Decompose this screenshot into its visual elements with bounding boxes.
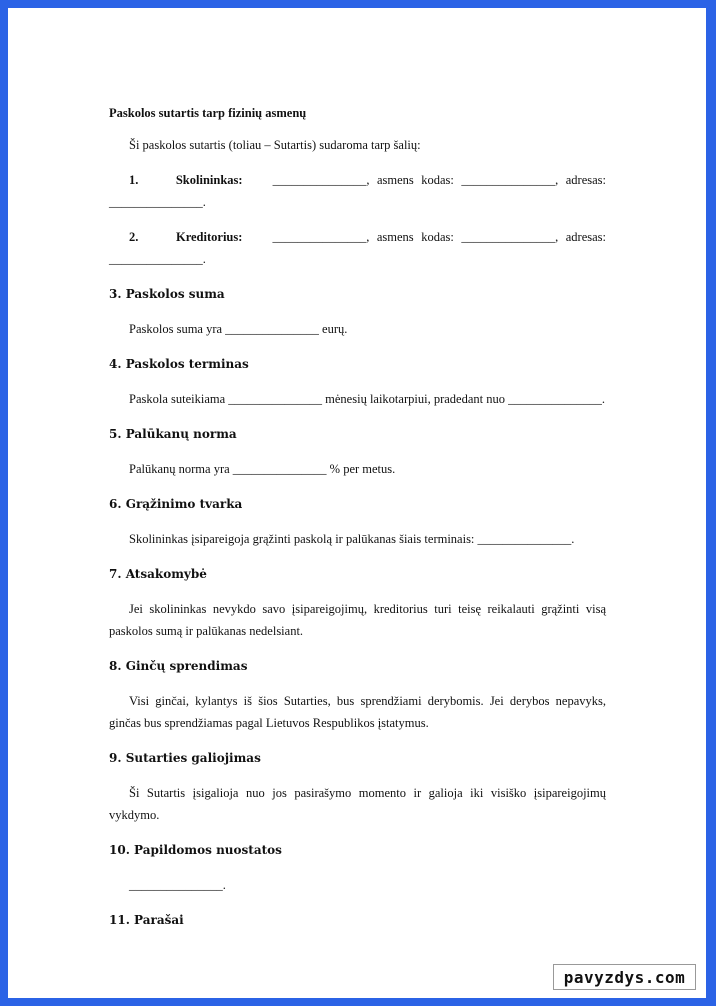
section-text: Paskolos suma yra _______________ eurų.	[129, 322, 348, 336]
party-text: _______________, asmens kodas: _______________, adresas: _______________.	[109, 230, 606, 266]
section-5	[109, 423, 606, 480]
party-lender	[109, 226, 606, 270]
party-borrower	[109, 169, 606, 213]
section-heading: 7. Atsakomybė	[109, 567, 207, 581]
section-8	[109, 655, 606, 734]
party-number: 1.	[129, 173, 139, 187]
document-title: Paskolos sutartis tarp fizinių asmenų	[109, 106, 307, 120]
watermark-logo: pavyzdys.com	[553, 964, 696, 990]
section-text: Jei skolininkas nevykdo savo įsipareigojimų, kreditorius turi teisę reikalauti grąžinti visą paskolos sumą ir palūkanas nedelsiant.	[109, 602, 606, 638]
section-heading: 11. Parašai	[109, 913, 184, 927]
section-text: Visi ginčai, kylantys iš šios Sutarties, bus sprendžiami derybomis. Jei derybos nepavyks, ginčas bus sprendžiamas pagal Lietuvos Respublikos įstatymus.	[109, 694, 606, 730]
section-text: Paskola suteikiama _______________ mėnesių laikotarpiui, pradedant nuo _______________.	[129, 392, 605, 406]
section-10	[109, 839, 606, 896]
section-7	[109, 563, 606, 642]
party-text: _______________, asmens kodas: _______________, adresas: _______________.	[109, 173, 607, 209]
section-heading: 3. Paskolos suma	[109, 287, 225, 301]
section-heading: 9. Sutarties galiojimas	[109, 751, 261, 765]
section-6	[109, 493, 606, 550]
section-text: Palūkanų norma yra _______________ % per metus.	[129, 462, 396, 476]
section-text: Ši Sutartis įsigalioja nuo jos pasirašymo momento ir galioja iki visiško įsipareigojimų vykdymo.	[109, 786, 606, 822]
intro-paragraph: Ši paskolos sutartis (toliau – Sutartis) sudaroma tarp šalių:	[129, 138, 421, 152]
section-11	[109, 909, 606, 931]
party-label: Kreditorius:	[175, 230, 243, 244]
section-heading: 8. Ginčų sprendimas	[109, 659, 248, 673]
section-heading: 6. Grąžinimo tvarka	[109, 497, 243, 511]
section-heading: 4. Paskolos terminas	[109, 357, 249, 371]
document-content	[109, 105, 606, 944]
party-number: 2.	[129, 230, 139, 244]
section-text: Skolininkas įsipareigoja grąžinti paskolą ir palūkanas šiais terminais: _______________.	[129, 532, 575, 546]
section-heading: 10. Papildomos nuostatos	[109, 843, 282, 857]
section-9	[109, 747, 606, 826]
section-text: _______________.	[129, 878, 226, 892]
section-3	[109, 283, 606, 340]
section-4	[109, 353, 606, 410]
section-heading: 5. Palūkanų norma	[109, 427, 237, 441]
party-label: Skolininkas:	[175, 173, 243, 187]
document-page	[8, 8, 706, 998]
